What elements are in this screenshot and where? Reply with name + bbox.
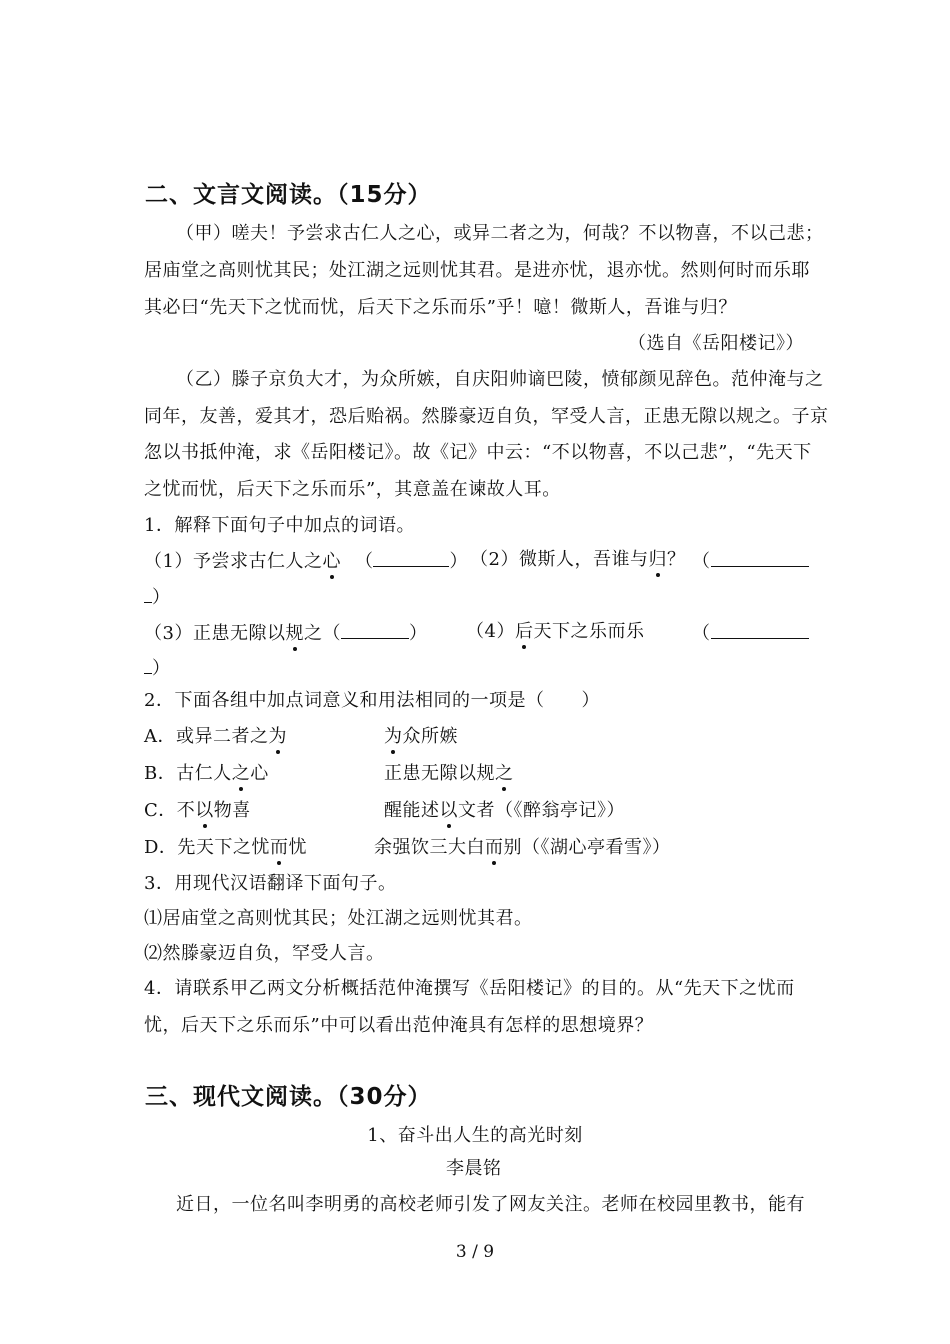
passage-b-line3: 忽以书抵仲淹，求《岳阳楼记》。故《记》中云：“不以物喜，不以己悲”，“先天下 (144, 442, 812, 463)
q1-item2-continue (144, 584, 171, 610)
q1-item1-text: （1）予尝求古仁人之 (144, 551, 323, 572)
emphasis-dot-word: 归 (648, 549, 667, 570)
page-number: 3 / 9 (455, 1242, 495, 1262)
answer-blank[interactable] (144, 655, 152, 674)
q1-item1-close: ） (449, 551, 468, 572)
q1-item2-post: ？ (666, 549, 686, 570)
emphasis-dot-word: 而 (269, 837, 289, 858)
emphasis-dot-word: 规 (285, 623, 304, 644)
q2-stem: 2．下面各组中加点词意义和用法相同的一项是（ ） (144, 690, 600, 711)
answer-blank[interactable] (341, 620, 409, 639)
passage-a-line1: （甲）嗟夫！予尝求古仁人之心，或异二者之为，何哉？不以物喜，不以己悲； (176, 223, 824, 244)
option-b-label: B．古仁人 (144, 763, 232, 784)
section2-heading: 二、文言文阅读。（15分） (145, 182, 432, 208)
emphasis-dot-word: 以 (195, 800, 214, 821)
q2-option-d-left (144, 836, 307, 860)
answer-blank[interactable] (144, 584, 152, 603)
q2-option-a-left (144, 725, 287, 749)
q4-line2: 忧，后天下之乐而乐”中可以看出范仲淹具有怎样的思想境界？ (144, 1015, 654, 1036)
emphasis-dot-word: 以 (439, 800, 458, 821)
option-a-right-text: 众所嫉 (402, 726, 458, 747)
answer-blank[interactable] (373, 548, 449, 567)
q1-item4-text: 天下之乐而乐 (533, 621, 645, 642)
emphasis-dot-word: 之 (495, 763, 514, 784)
q3-sentence1: ⑴居庙堂之高则忧其民；处江湖之远则忧其君。 (144, 908, 533, 929)
q1-item3-post: 之（ (303, 623, 341, 644)
option-d-right-text: 余强饮三大白 (374, 837, 485, 858)
q1-item4 (466, 620, 644, 644)
option-d-left-tail: 忧 (288, 837, 307, 858)
option-c-right-tail: 文者（《醉翁亭记》） (458, 800, 625, 821)
q1-item2-close: ） (152, 587, 171, 608)
q1-stem: 1．解释下面句子中加点的词语。 (144, 515, 415, 536)
emphasis-dot-word: 心 (322, 551, 341, 572)
q2-option-d-right (374, 836, 671, 860)
article-title: 1、奋斗出人生的高光时刻 (367, 1125, 583, 1146)
emphasis-dot-word: 后 (514, 621, 534, 642)
q2-option-a-right (384, 725, 458, 749)
q3-sentence2: ⑵然滕豪迈自负，罕受人言。 (144, 943, 385, 964)
q1-item4-num: （4） (466, 621, 515, 642)
q2-option-c-left (144, 799, 251, 823)
q1-item3-close: ） (408, 623, 428, 644)
q1-item3 (144, 620, 427, 646)
answer-blank[interactable] (711, 548, 809, 567)
q1-item1 (144, 548, 468, 574)
emphasis-dot-word: 之 (231, 763, 251, 784)
passage-a-line2: 居庙堂之高则忧其民；处江湖之远则忧其君。是进亦忧，退亦忧。然则何时而乐耶 (144, 260, 810, 281)
q1-item2-open: （ (692, 551, 711, 572)
option-c-right-text: 醒能述 (384, 800, 440, 821)
answer-blank[interactable] (711, 620, 809, 639)
emphasis-dot-word: 而 (485, 837, 504, 858)
article-author: 李晨铭 (446, 1158, 502, 1179)
option-c-label: C．不 (144, 800, 196, 821)
q3-stem: 3．用现代汉语翻译下面句子。 (144, 873, 397, 894)
passage-b-line4: 之忧而忧，后天下之乐而乐”，其意盖在谏故人耳。 (144, 479, 561, 500)
q2-option-c-right (384, 799, 625, 823)
passage-a-line3: 其必曰“先天下之忧而忧，后天下之乐而乐”乎！噫！微斯人，吾谁与归？ (144, 297, 737, 318)
q2-option-b-right (384, 762, 514, 786)
q1-item1-open: （ (354, 551, 374, 572)
emphasis-dot-word: 为 (384, 726, 403, 747)
option-b-right-text: 正患无隙以规 (384, 763, 495, 784)
q1-item4-close: ） (152, 658, 171, 679)
passage-a-source: （选自《岳阳楼记》） (628, 333, 804, 354)
option-a-label: A．或异二者之 (144, 726, 269, 747)
passage-b-line2: 同年，友善，爱其才，恐后贻祸。然滕豪迈自负，罕受人言，正患无隙以规之。子京 (144, 406, 829, 427)
q1-item2-text: （2）微斯人，吾谁与 (470, 549, 649, 570)
passage-b-line1: （乙）滕子京负大才，为众所嫉，自庆阳帅谪巴陵，愤郁颜见辞色。范仲淹与之 (176, 369, 824, 390)
option-d-right-tail: 别（《湖心亭看雪》） (503, 837, 671, 858)
q1-item2-answer (692, 548, 809, 574)
section3-heading: 三、现代文阅读。（30分） (145, 1084, 432, 1110)
option-c-left-tail: 物喜 (213, 800, 251, 821)
q4-line1: 4．请联系甲乙两文分析概括范仲淹撰写《岳阳楼记》的目的。从“先天下之忧而 (144, 978, 795, 999)
emphasis-dot-word: 为 (268, 726, 287, 747)
q1-item4-answer (692, 620, 809, 646)
q1-item4-continue (144, 655, 171, 681)
option-d-label: D．先天下之忧 (144, 837, 270, 858)
q2-option-b-left (144, 762, 269, 786)
q1-item4-open: （ (692, 623, 711, 644)
q1-item2 (470, 548, 685, 572)
option-b-left-tail: 心 (250, 763, 269, 784)
q1-item3-text: （3）正患无隙以 (144, 623, 286, 644)
article-first-line: 近日，一位名叫李明勇的高校老师引发了网友关注。老师在校园里教书，能有 (176, 1194, 805, 1215)
